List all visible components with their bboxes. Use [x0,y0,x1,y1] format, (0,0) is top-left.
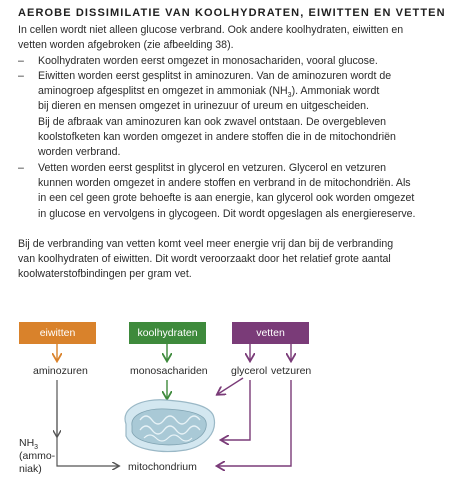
list-dash: – [18,54,24,67]
section-title: AEROBE DISSIMILATIE VAN KOOLHYDRATEN, EIWITTEN EN VETTEN [18,7,446,19]
label-monosachariden: monosachariden [130,365,208,377]
arrow-glycerol-mono [218,378,243,394]
paragraph-line: van koolhydraten of eiwitten. Dit wordt veroorzaakt door het relatief grote aantal [18,253,391,266]
label-ammoniak-1: (ammo- [19,450,56,462]
box-koolhydraten: koolhydraten [129,322,206,344]
text-run: ). Ammoniak wordt [291,85,380,98]
text-run: NH [19,437,35,449]
list-item-text: Koolhydraten worden eerst omgezet in monosachariden, vooral glucose. [38,54,378,67]
list-item-text: Bij de afbraak van aminozuren kan ook zwavel ontstaan. De overgebleven [38,115,387,128]
text-run: aminogroep afgesplitst en omgezet in ammoniak (NH [38,85,288,98]
subscript: 3 [287,92,292,100]
paragraph-line: Bij de verbranding van vetten komt veel meer energie vrij dan bij de verbranding [18,237,394,250]
label-ammoniak-2: niak) [19,463,42,475]
list-item-text: worden verbrand. [38,146,121,159]
label-vetzuren: vetzuren [271,365,312,377]
arrow-vetzuren-mito [218,380,291,466]
label-mitochondrium: mitochondrium [128,461,197,473]
list-item-text: in glucose en vervolgens in glycogeen. Dit wordt opgeslagen als energiereserve. [38,207,416,220]
intro-line: In cellen wordt niet alleen glucose verbrand. Ook andere koolhydraten, eiwitten en [18,24,404,36]
label-nh3-ammoniak [19,437,55,476]
list-item-text: koolstofketen kan worden omgezet in andere stoffen die in de mitochondriën [38,131,396,144]
label-glycerol: glycerol [231,365,268,377]
list-item-text: Vetten worden eerst gesplitst in glycerol en vetzuren. Glycerol en vetzuren [38,161,387,174]
list-dash: – [18,161,24,174]
intro-line: vetten worden afgebroken (zie afbeelding 38). [18,39,234,52]
list-dash: – [18,69,24,82]
list-item-text: bij dieren en mensen omgezet in urinezuur of ureum en uitgescheiden. [38,100,369,113]
box-vetten: vetten [232,322,309,344]
paragraph-line: koolwaterstofbindingen per gram vet. [18,268,192,281]
mitochondrion-image [125,400,214,452]
box-eiwitten: eiwitten [19,322,96,344]
arrow-amino-mito [57,400,118,466]
label-nh3 [19,437,55,450]
label-aminozuren: aminozuren [33,365,88,377]
subscript: 3 [34,444,39,452]
list-item-text: Eiwitten worden eerst gesplitst in aminozuren. Van de aminozuren wordt de [38,69,392,82]
list-item-text: kunnen worden omgezet in andere stoffen en verbrand in de mitochondriën. Als [38,176,411,189]
list-item-text: in een cel geen grote behoefte is aan energie, kan glycerol ook worden omgezet [38,192,415,205]
